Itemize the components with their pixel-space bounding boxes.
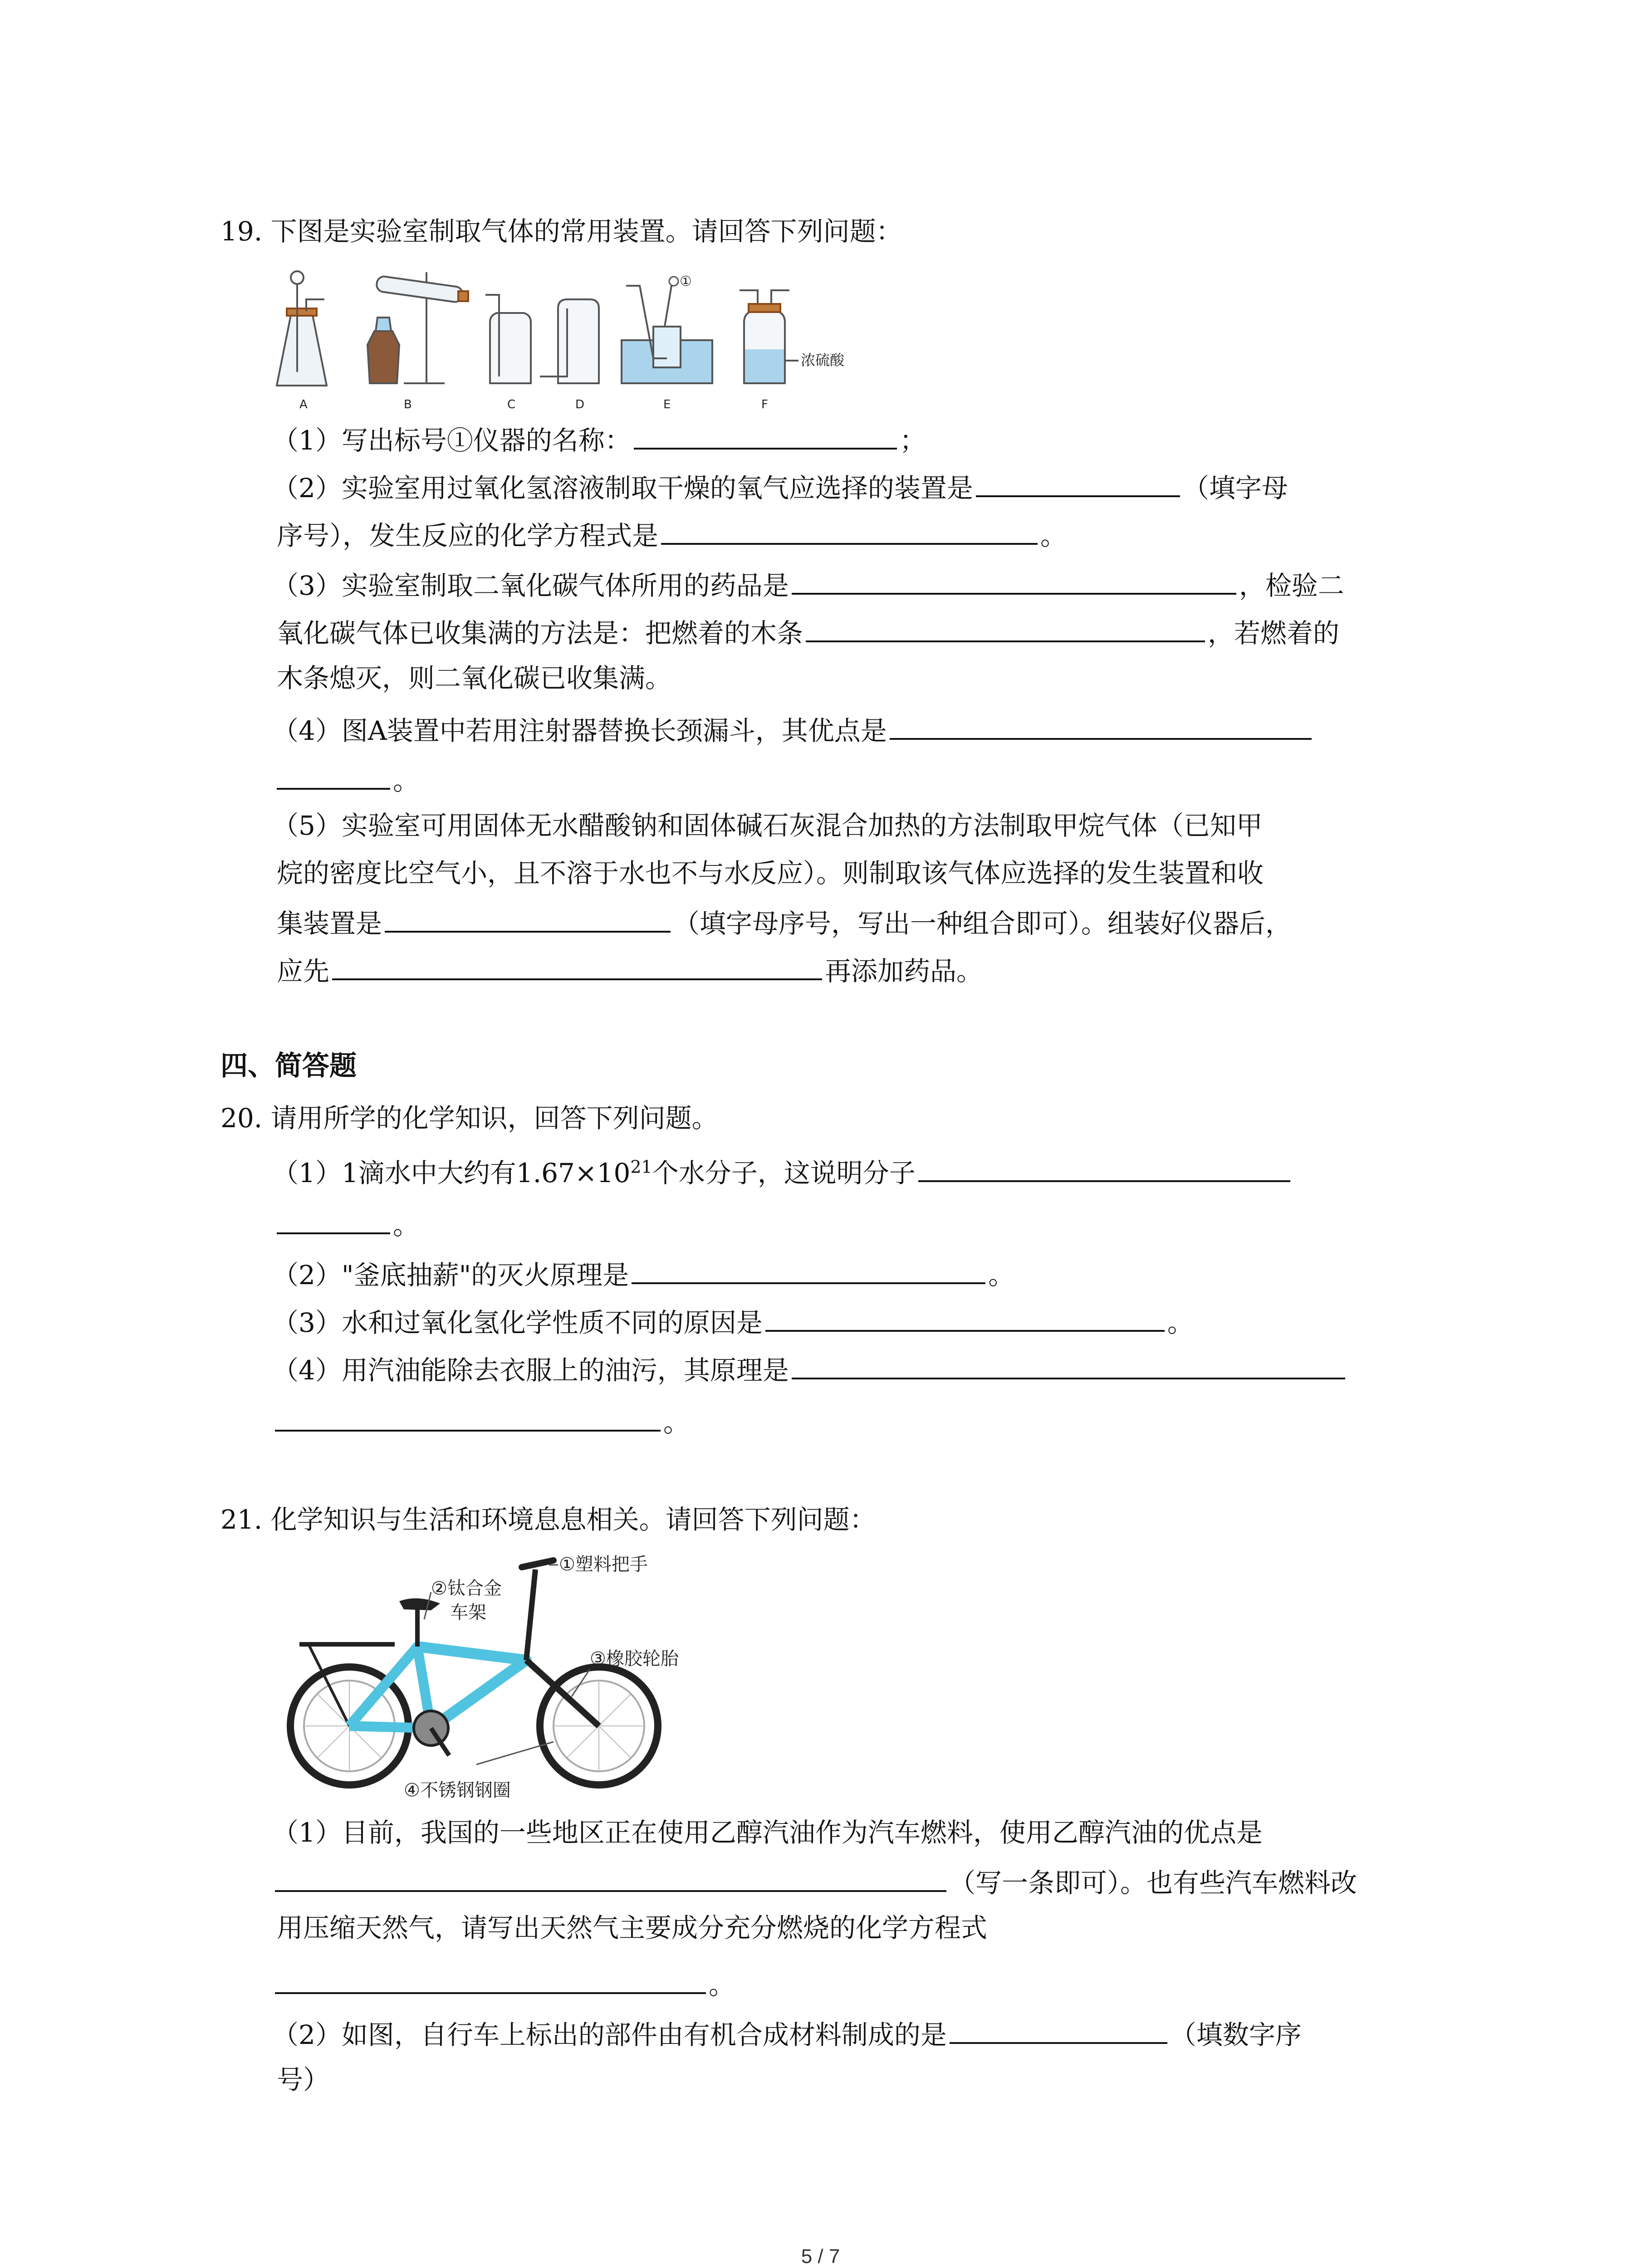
q20-p2-text: （2）"釜底抽薪"的灭火原理是 <box>272 1260 629 1290</box>
label-steel-rim: ④不锈钢钢圈 <box>404 1780 511 1801</box>
q21-part1-line2 <box>275 1862 1357 1901</box>
q21-part1-line4 <box>275 1964 735 2003</box>
q19-p2-note: （填字母 <box>1182 473 1288 503</box>
q19-answer-blank-7[interactable] <box>385 903 671 933</box>
q19-part5-line2: 烷的密度比空气小，且不溶于水也不与水反应）。则制取该气体应选择的发生装置和收 <box>277 858 1264 889</box>
apparatus-c <box>485 295 531 383</box>
q21-p2-note: （填数字序 <box>1170 2019 1302 2050</box>
q19-part4-line2 <box>277 760 419 799</box>
q20-part1-line1 <box>272 1152 1293 1191</box>
apparatus-d <box>540 299 599 383</box>
q19-answer-blank-3[interactable] <box>661 515 1038 545</box>
apparatus-e <box>622 277 712 383</box>
q20-part4-line1 <box>272 1349 1348 1388</box>
apparatus-b <box>367 272 468 383</box>
q20-answer-blank-1b[interactable] <box>277 1204 390 1234</box>
q21-part1-line3: 用压缩天然气，请写出天然气主要成分充分燃烧的化学方程式 <box>277 1912 988 1943</box>
q19-p3-method: 氧化碳气体已收集满的方法是：把燃着的木条 <box>277 618 803 649</box>
q21-answer-blank-3[interactable] <box>950 2014 1167 2044</box>
fig-label-f: F <box>761 398 768 411</box>
label-rubber-tire: ③橡胶轮胎 <box>590 1648 679 1669</box>
q21-part1-line1: （1）目前，我国的一些地区正在使用乙醇汽油作为汽车燃料，使用乙醇汽油的优点是 <box>272 1817 1263 1848</box>
q19-answer-blank-1[interactable] <box>634 420 897 450</box>
q20-p1-cont: 个水分子，这说明分子 <box>652 1158 916 1188</box>
apparatus-a <box>277 271 327 386</box>
q19-answer-blank-8[interactable] <box>332 950 822 980</box>
q19-part2-line1 <box>272 467 1288 506</box>
section-heading: 四、简答题 <box>220 1050 357 1082</box>
q19-p4-end: 。 <box>393 765 420 796</box>
q19-part5-line4 <box>277 950 983 989</box>
q19-p5-prompt: 集装置是 <box>277 908 382 939</box>
q19-part3-line3: 木条熄灭，则二氧化碳已收集满。 <box>277 663 672 694</box>
q19-p3-cont: ，若燃着的 <box>1208 618 1340 649</box>
page-number: 5 / 7 <box>801 2245 840 2268</box>
q20-answer-blank-2[interactable] <box>632 1254 985 1284</box>
q20-p4-end: 。 <box>663 1407 690 1438</box>
label-plastic-handle: ①塑料把手 <box>559 1554 648 1575</box>
q19-answer-blank-4[interactable] <box>792 565 1236 595</box>
q21-p1-end: 。 <box>709 1970 735 2000</box>
q20-p3-end: 。 <box>1167 1307 1194 1338</box>
q19-part1 <box>272 420 926 459</box>
q19-part3-line2 <box>277 612 1339 651</box>
q19-answer-blank-6b[interactable] <box>277 760 390 790</box>
q19-p3-mid: ，检验二 <box>1239 570 1344 601</box>
q19-answer-blank-5[interactable] <box>806 612 1205 642</box>
q20-p4-text: （4）用汽油能除去衣服上的油污，其原理是 <box>272 1355 789 1386</box>
label-frame: 车架 <box>450 1602 486 1623</box>
q21-stem: 21. 化学知识与生活和环境息息相关。请回答下列问题： <box>220 1504 876 1535</box>
fig-label-e: E <box>663 398 671 411</box>
q20-p3-text: （3）水和过氧化氢化学性质不同的原因是 <box>272 1307 763 1338</box>
q19-part5-line1: （5）实验室可用固体无水醋酸钠和固体碱石灰混合加热的方法制取甲烷气体（已知甲 <box>272 810 1263 841</box>
fig-label-d: D <box>575 398 585 411</box>
q21-p1-note: （写一条即可）。也有些汽车燃料改 <box>949 1867 1357 1898</box>
acid-label: 浓硫酸 <box>801 352 845 369</box>
apparatus-f <box>740 290 798 383</box>
q20-answer-blank-4[interactable] <box>792 1349 1345 1379</box>
q20-part1-line2 <box>277 1204 419 1243</box>
q19-p5-note: （填字母序号，写出一种组合即可）。组装好仪器后， <box>673 908 1292 939</box>
q20-part4-line2 <box>275 1402 690 1441</box>
q20-stem: 20. 请用所学的化学知识，回答下列问题。 <box>220 1103 718 1134</box>
q19-answer-blank-6[interactable] <box>890 710 1312 740</box>
apparatus-figure <box>272 268 907 422</box>
q21-p2-text: （2）如图，自行车上标出的部件由有机合成材料制成的是 <box>272 2019 947 2050</box>
q20-part2 <box>272 1254 1014 1293</box>
q19-part3-line1 <box>272 565 1344 604</box>
q20-answer-blank-1[interactable] <box>918 1152 1290 1182</box>
q19-p2-text: （2）实验室用过氧化氢溶液制取干燥的氧气应选择的装置是 <box>272 473 973 503</box>
label-titanium-frame: ②钛合金 <box>431 1578 502 1599</box>
q19-part2-line2 <box>277 515 1067 554</box>
q19-p1-text: （1）写出标号①仪器的名称： <box>272 425 631 456</box>
q20-p1-end: 。 <box>393 1210 420 1241</box>
q19-answer-blank-2[interactable] <box>976 467 1180 497</box>
q20-p2-end: 。 <box>988 1260 1015 1290</box>
q19-p1-end: ； <box>899 425 926 456</box>
q19-p2-equation-prompt: 序号），发生反应的化学方程式是 <box>277 520 659 551</box>
bicycle-figure <box>281 1551 717 1810</box>
q19-part4-line1 <box>272 710 1314 749</box>
q21-part2-line2: 号） <box>277 2064 330 2095</box>
marker-1: ① <box>680 274 692 289</box>
q20-answer-blank-4b[interactable] <box>275 1402 661 1432</box>
q20-p1-text: （1）1滴水中大约有1.67×10 <box>272 1158 631 1188</box>
q20-part3 <box>272 1302 1194 1341</box>
q19-p5-end: 再添加药品。 <box>825 956 983 987</box>
q21-part2-line1 <box>272 2014 1302 2053</box>
q19-p3-text: （3）实验室制取二氧化碳气体所用的药品是 <box>272 570 789 601</box>
q19-part5-line3 <box>277 903 1292 942</box>
fig-label-c: C <box>507 398 516 411</box>
fig-label-a: A <box>299 398 308 411</box>
q19-p4-text: （4）图A装置中若用注射器替换长颈漏斗，其优点是 <box>272 715 887 746</box>
fig-label-b: B <box>404 398 412 411</box>
q19-stem: 19. 下图是实验室制取气体的常用装置。请回答下列问题： <box>220 216 902 247</box>
q21-answer-blank-1[interactable] <box>275 1862 946 1892</box>
q19-p2-end: 。 <box>1040 520 1067 551</box>
q20-p1-exponent: 21 <box>630 1157 652 1177</box>
q19-p5-first: 应先 <box>277 956 330 987</box>
q21-answer-blank-2[interactable] <box>275 1964 706 1994</box>
q20-answer-blank-3[interactable] <box>765 1302 1165 1332</box>
